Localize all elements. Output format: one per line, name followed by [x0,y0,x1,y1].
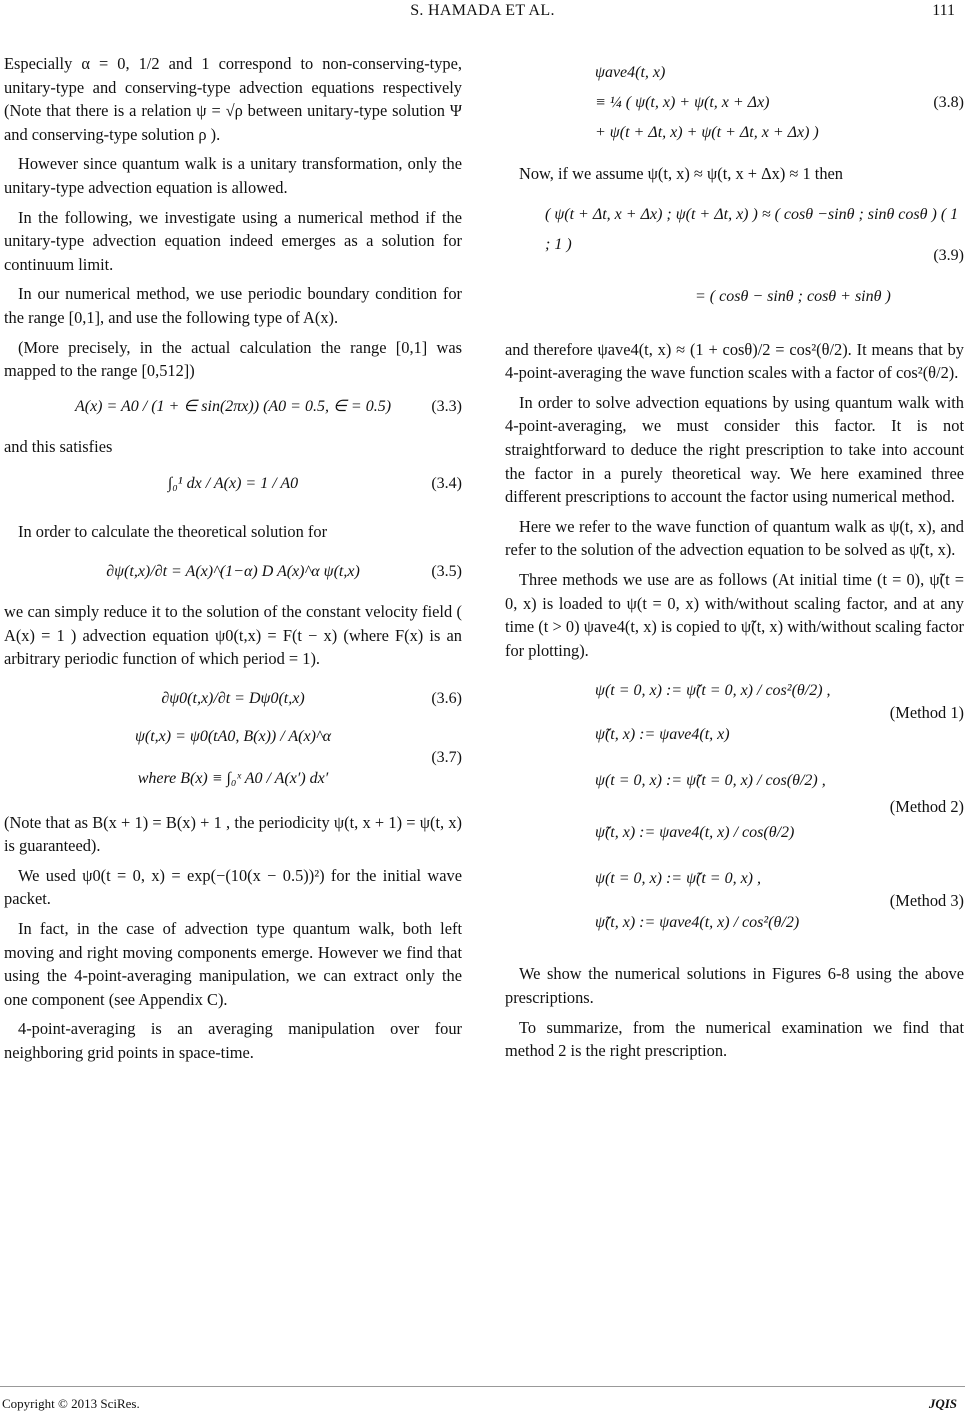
equation-number: (3.3) [431,397,462,415]
paragraph: In our numerical method, we use periodic boundary condition for the range [0,1], and use the following type of A(x). [4,284,462,327]
paragraph: Now, if we assume ψ(t, x) ≈ ψ(t, x + Δx) ≈ 1 then [519,164,843,183]
equation-line: where B(x) ≡ ∫₀ˣ A0 / A(x′) dx′ [137,769,329,787]
equation-number: (3.6) [431,689,462,707]
equation-3-8 [505,58,964,148]
running-title: S. HAMADA ET AL. [410,2,555,19]
equation-number: (3.8) [933,94,964,111]
journal-abbrev: JQIS [928,1396,957,1411]
paragraph: and therefore ψave4(t, x) ≈ (1 + cosθ)/2 = cos²(θ/2). It means that by 4-point-averaging the wave function scales with a factor of cos²(θ/2). [505,339,964,383]
page-header [0,2,965,26]
paragraph: In order to calculate the theoretical solution for [18,522,328,542]
method-line: ψ(t = 0, x) := ψ̃(t = 0, x) , [595,870,761,888]
page-number: 111 [932,2,955,19]
paragraph: However since quantum walk is a unitary transformation, only the unitary-type advection equation is allowed. [4,154,462,197]
method-line: ψ̃(t, x) := ψave4(t, x) [595,726,730,744]
paragraph: To summarize, from the numerical examination we find that method 2 is the right prescription. [505,1017,964,1061]
equation-3-7 [4,727,462,789]
paragraph: Here we refer to the wave function of quantum walk as ψ(t, x), and refer to the solution of the advection equation to be solved as ψ̃(t, x). [505,516,964,560]
method-2 [505,770,964,844]
paragraph: Three methods we use are as follows (At initial time (t = 0), ψ̃(t = 0, x) is loaded to ψ(t = 0, x) with/without scaling factor, and at any time (t > 0) ψave4(t, x) is copied to ψ̃(t, x) with/without scaling factor for plotting). [505,569,964,660]
equation-line: ψ(t,x) = ψ0(tA0, B(x)) / A(x)^α [134,727,332,745]
equation-3-9 [505,200,964,312]
method-1 [505,680,964,746]
equation-body: ∫₀¹ dx / A(x) = 1 / A0 [167,475,299,493]
equation-line: + ψ(t + Δt, x) + ψ(t + Δt, x + Δx) ) [595,124,819,141]
equation-line: = ( cosθ − sinθ ; cosθ + sinθ ) [695,287,891,305]
left-column [4,52,462,1071]
paragraph: We show the numerical solutions in Figures 6-8 using the above prescriptions. [505,964,964,1007]
copyright: Copyright © 2013 SciRes. [2,1396,140,1411]
method-label: (Method 2) [889,797,964,817]
equation-3-6 [4,689,462,709]
paragraph: In order to solve advection equations by using quantum walk with 4-point-averaging, we must consider this factor. It is not straightforward to deduce the right prescription to take into account the factor in a purely theoretical way. We here examined three different prescriptions to account the factor using numerical method. [505,392,964,507]
equation-number: (3.4) [431,475,462,493]
method-line: ψ̃(t, x) := ψave4(t, x) / cos²(θ/2) [595,914,800,932]
equation-line: ( ψ(t + Δt, x + Δx) ; ψ(t + Δt, x) ) ≈ ( cosθ −sinθ ; sinθ cosθ ) ( 1 ; 1 ) [545,205,959,253]
equation-3-4 [4,474,462,494]
equation-number: (3.7) [431,748,462,766]
equation-number: (3.9) [933,246,964,264]
paragraph: (More precisely, in the actual calculation the range [0,1] was mapped to the range [0,512]) [4,337,462,381]
paragraph: In the following, we investigate using a numerical method if the unitary-type advection equation indeed emerges as a solution for continuum limit. [4,207,462,274]
method-line: ψ̃(t, x) := ψave4(t, x) / cos(θ/2) [595,824,795,842]
paragraph: we can simply reduce it to the solution of the constant velocity field ( A(x) = 1 ) advection equation ψ0(t,x) = F(t − x) (where F(x) is an arbitrary periodic function of which period = 1). [4,601,462,669]
equation-number: (3.5) [431,562,462,580]
equation-line: ψave4(t, x) [595,64,666,81]
method-3 [505,868,964,934]
paragraph: We used ψ0(t = 0, x) = exp(−(10(x − 0.5))²) for the initial wave packet. [4,865,462,909]
method-label: (Method 3) [889,891,964,911]
paragraph: (Note that as B(x + 1) = B(x) + 1 , the periodicity ψ(t, x + 1) = ψ(t, x) is guaranteed). [4,812,462,856]
paragraph: 4-point-averaging is an averaging manipulation over four neighboring grid points in space-time. [4,1019,462,1063]
footer-rule [0,1386,965,1387]
method-label: (Method 1) [889,703,964,723]
equation-3-5 [4,562,462,582]
paragraph: In fact, in the case of advection type quantum walk, both left moving and right moving components emerge. However we find that using the 4-point-averaging manipulation, we can extract only the one component (see Appendix C). [4,919,462,1009]
equation-line: ≡ ¼ ( ψ(t, x) + ψ(t, x + Δx) [595,94,770,111]
paragraph: and this satisfies [4,436,113,456]
paragraph: Especially α = 0, 1/2 and 1 correspond to non-conserving-type, unitary-type and conserving-type advection equations respectively (Note that there is a relation ψ = √ρ between unitary-type solution Ψ and conserving-type solution ρ ). [4,54,462,144]
equation-body: A(x) = A0 / (1 + ∈ sin(2πx)) (A0 = 0.5, ∈ = 0.5) [74,397,392,415]
right-column [505,52,964,1069]
method-line: ψ(t = 0, x) := ψ̃(t = 0, x) / cos²(θ/2) , [595,682,831,700]
equation-3-3 [4,397,462,417]
equation-body: ∂ψ0(t,x)/∂t = Dψ0(t,x) [161,689,305,707]
method-line: ψ(t = 0, x) := ψ̃(t = 0, x) / cos(θ/2) , [595,772,826,790]
equation-body: ∂ψ(t,x)/∂t = A(x)^(1−α) D A(x)^α ψ(t,x) [106,562,360,580]
